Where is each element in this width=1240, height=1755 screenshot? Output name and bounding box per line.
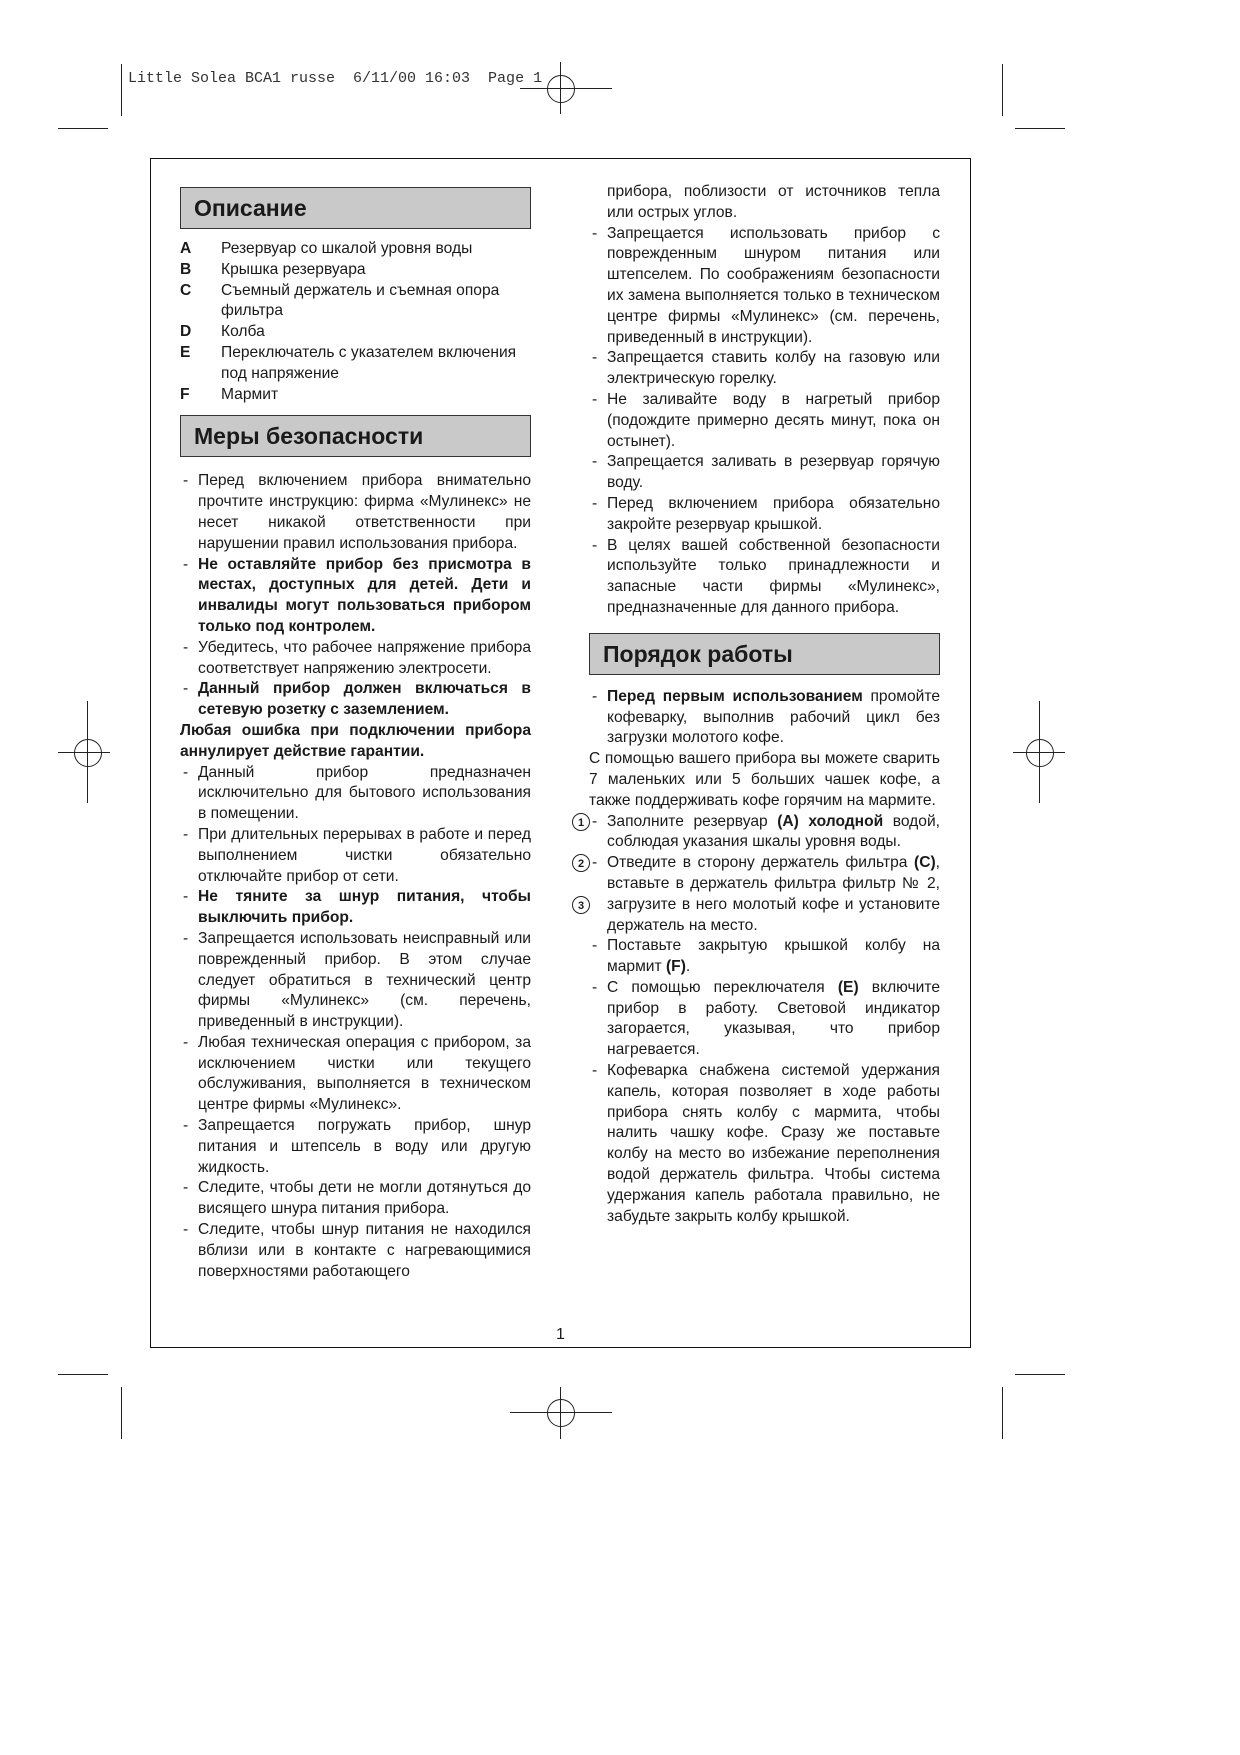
dash-bullet: - [592, 854, 598, 872]
dash-bullet: - [592, 812, 598, 830]
step-number-badge: 1 [572, 813, 590, 831]
list-item [577, 853, 940, 936]
list-item [180, 825, 531, 887]
crop-mark [1002, 64, 1003, 116]
list-item [180, 1178, 531, 1220]
text: С помощью вашего прибора вы можете сварить 7 маленьких или 5 больших чашек кофе, а также поддерживать кофе горячим на мармите. [589, 750, 940, 809]
step-number-badge: 2 [572, 854, 590, 872]
text: прибора, поблизости от источников тепла или острых углов. [607, 183, 940, 221]
dash-bullet: - [592, 224, 598, 242]
item-key: F [180, 385, 190, 403]
dash-bullet: - [592, 453, 598, 471]
list-item [180, 1220, 531, 1282]
bold-text: Перед первым использованием [607, 687, 863, 705]
description-list [180, 239, 531, 405]
crop-mark [1015, 1374, 1065, 1375]
list-item [589, 494, 940, 536]
crop-mark [58, 1374, 108, 1375]
bold-text: (E) [837, 978, 859, 996]
list-item [180, 679, 531, 721]
paragraph [589, 749, 940, 811]
dash-bullet: - [183, 680, 189, 698]
dash-bullet: - [592, 390, 598, 408]
item-text: Колба [221, 323, 265, 341]
list-item [180, 471, 531, 554]
list-item [589, 182, 940, 224]
dash-bullet: - [183, 763, 189, 781]
item-key: C [180, 281, 192, 299]
safety-list [180, 471, 531, 1282]
text: Данный прибор предназначен исключительно для бытового использования в помещении. [198, 763, 531, 823]
bold-text: (A) холодной [777, 812, 884, 830]
list-item [180, 763, 531, 825]
list-item [577, 812, 940, 854]
text: Следите, чтобы шнур питания не находился вблизи или в контакте с нагревающимися поверхностями работающего [198, 1221, 531, 1280]
dash-bullet: - [183, 1221, 189, 1239]
text: , вставьте в держатель фильтра фильтр № 2, загрузите в него молотый кофе и установите держатель на место. [607, 854, 940, 934]
list-item [180, 1116, 531, 1178]
list-item [589, 348, 940, 390]
bold-text: Данный прибор должен включаться в сетевую розетку с заземлением. [198, 680, 531, 719]
dash-bullet: - [183, 929, 189, 947]
list-item [589, 452, 940, 494]
dash-bullet: - [183, 472, 189, 490]
bold-text: Не оставляйте прибор без присмотра в местах, доступных для детей. Дети и инвалиды могут пользоваться прибором только под контролем. [198, 555, 531, 635]
text: Кофеварка снабжена системой удержания капель, которая позволяет в ходе работы прибора снять колбу с мармита, чтобы налить чашку кофе. Сразу же поставьте колбу на место во избежание переполнения водой держатель фильтра. Чтобы система удержания капель работала правильно, не забудьте закрыть колбу крышкой. [607, 1062, 940, 1225]
dash-bullet: - [183, 825, 189, 843]
list-item [180, 721, 531, 763]
text: Заполните резервуар [607, 812, 778, 830]
dash-bullet: - [183, 638, 189, 656]
safety-list-continued [589, 182, 940, 619]
dash-bullet: - [592, 1062, 598, 1080]
list-item [180, 1033, 531, 1116]
description-item [180, 281, 531, 323]
item-text: Мармит [221, 385, 279, 403]
dash-bullet: - [183, 1179, 189, 1197]
text: Запрещается погружать прибор, шнур питания и штепсель в воду или другую жидкость. [198, 1117, 531, 1176]
text: Любая техническая операция с прибором, за исключением чистки или текущего обслуживания, выполняется в техническом центре фирмы «Мулинекс». [198, 1033, 531, 1114]
text: Поставьте закрытую крышкой колбу на мармит [607, 937, 940, 976]
right-column [577, 182, 940, 1227]
text: Запрещается использовать прибор с поврежденным шнуром питания или штепселем. По соображениям безопасности их замена выполняется только в техническом центре фирмы «Мулинекс» (см. перечень, приведенный в инструкции). [607, 224, 940, 346]
section-heading-safety: Меры безопасности [180, 415, 531, 457]
dash-bullet: - [183, 555, 189, 573]
bold-text: Любая ошибка при подключении прибора аннулирует действие гарантии. [180, 721, 531, 760]
list-item [589, 687, 940, 749]
list-item [589, 936, 940, 978]
step-number-badge: 3 [572, 896, 590, 914]
text: Не заливайте воду в нагретый прибор (подождите примерно десять минут, пока он остынет). [607, 390, 940, 450]
text: Перед включением прибора обязательно закройте резервуар крышкой. [607, 494, 940, 533]
description-item [180, 385, 531, 406]
crop-mark [58, 128, 108, 129]
crop-mark [121, 64, 122, 116]
text: промойте кофеварку, выполнив рабочий цикл без загрузки молотого кофе. [607, 687, 940, 747]
list-item [589, 978, 940, 1061]
item-text: Переключатель с указателем включения под напряжение [221, 343, 517, 382]
text: С помощью переключателя [607, 978, 838, 996]
item-text: Крышка резервуара [221, 260, 366, 278]
list-item [180, 555, 531, 638]
item-key: E [180, 343, 191, 361]
text: Перед включением прибора внимательно прочтите инструкцию: фирма «Мулинекс» не несет никакой ответственности при нарушении правил использования прибора. [198, 472, 531, 552]
dash-bullet: - [592, 937, 598, 955]
section-heading-description: Описание [180, 187, 531, 229]
dash-bullet: - [592, 536, 598, 554]
description-item [180, 322, 531, 343]
list-item [180, 638, 531, 680]
description-item [180, 260, 531, 281]
description-item [180, 239, 531, 260]
left-column [180, 187, 531, 1282]
bold-text: (C) [914, 854, 936, 872]
dash-bullet: - [592, 349, 598, 367]
item-text: Съемный держатель и съемная опора фильтра [221, 281, 500, 320]
dash-bullet: - [183, 1033, 189, 1051]
text: Запрещается заливать в резервуар горячую воду. [607, 453, 940, 492]
text: . [685, 958, 691, 976]
text: Следите, чтобы дети не могли дотянуться до висящего шнура питания прибора. [198, 1179, 531, 1218]
text: Отведите в сторону держатель фильтра [607, 854, 914, 872]
print-slug: Little Solea BCA1 russe 6/11/00 16:03 Page 1 [128, 70, 543, 87]
list-item [589, 390, 940, 452]
item-text: Резервуар со шкалой уровня воды [221, 240, 473, 257]
text: Запрещается использовать неисправный или поврежденный прибор. В этом случае следует обратиться в технический центр фирмы «Мулинекс» (см. перечень, приведенный в инструкции). [198, 929, 531, 1031]
text: Запрещается ставить колбу на газовую или электрическую горелку. [607, 349, 940, 388]
text: Убедитесь, что рабочее напряжение прибора соответствует напряжению электросети. [198, 638, 531, 677]
page-number: 1 [556, 1326, 565, 1343]
item-key: D [180, 323, 192, 341]
dash-bullet: - [592, 494, 598, 512]
list-item [589, 1061, 940, 1227]
text: В целях вашей собственной безопасности используйте только принадлежности и запасные части фирмы «Мулинекс», предназначенные для данного прибора. [607, 536, 940, 616]
operation-list [577, 687, 940, 1228]
list-item [180, 929, 531, 1033]
crop-mark [1002, 1387, 1003, 1439]
text: При длительных перерывах в работе и перед выполнением чистки обязательно отключайте прибор от сети. [198, 825, 531, 885]
text: водой, соблюдая указания шкалы уровня воды. [607, 812, 940, 851]
list-item [180, 887, 531, 929]
section-heading-operation: Порядок работы [589, 633, 940, 675]
dash-bullet: - [592, 687, 598, 705]
dash-bullet: - [592, 978, 598, 996]
item-key: B [180, 260, 192, 278]
item-key: A [180, 240, 192, 257]
dash-bullet: - [183, 888, 189, 906]
description-item [180, 343, 531, 385]
crop-mark [121, 1387, 122, 1439]
crop-mark [1015, 128, 1065, 129]
list-item [589, 536, 940, 619]
list-item [589, 224, 940, 349]
bold-text: Не тяните за шнур питания, чтобы выключить прибор. [198, 888, 531, 927]
dash-bullet: - [183, 1117, 189, 1135]
text: включите прибор в работу. Световой индикатор загорается, указывая, что прибор нагревается. [607, 978, 940, 1059]
bold-text: (F) [665, 958, 686, 976]
